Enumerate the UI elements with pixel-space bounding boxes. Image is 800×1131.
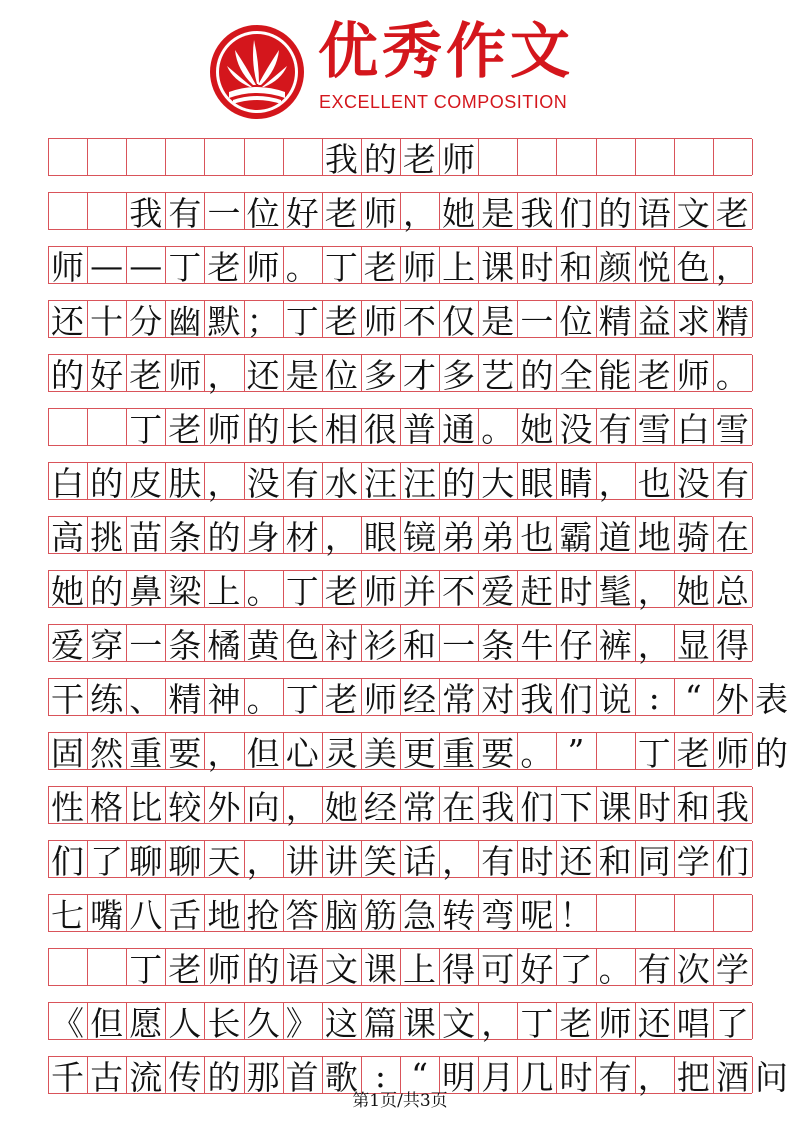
essay-line [48,782,752,836]
essay-line-text: 固 然 重 要 ， 但 心 灵 美 更 重 要 。 ” 丁 老 师 的 [51,731,789,773]
essay-line-text: 我 的 老 师 [324,139,476,179]
essay-line [48,188,752,242]
composition-grid-sheet [48,134,789,1106]
essay-line-text: 千 古 流 传 的 那 首 歌 : “ 明 月 几 时 有 ， 把 酒 问 [51,1055,789,1097]
essay-line-text: 七 嘴 八 舌 地 抢 答 脑 筋 急 转 弯 呢 ！ [51,895,593,935]
essay-line-text: 的 好 老 师 ， 还 是 位 多 才 多 艺 的 全 能 老 师 。 [51,355,749,395]
essay-line [48,458,752,512]
essay-line-text: 干 练 、 精 神 。 丁 老 师 经 常 对 我 们 说 : “ 外 表 [51,677,789,719]
essay-line-text: 师 — — 丁 老 师 。 丁 老 师 上 课 时 和 颜 悦 色 ， [51,245,749,287]
essay-line-text: 丁 老 师 的 长 相 很 普 通 。 她 没 有 雪 白 雪 [129,409,749,449]
essay-line-text: 我 有 一 位 好 老 师 ， 她 是 我 们 的 语 文 老 [129,193,749,233]
essay-line-text: 《 但 愿 人 长 久 》 这 篇 课 文 ， 丁 老 师 还 唱 了 [51,1003,749,1043]
essay-line [48,836,752,890]
header [0,0,800,128]
essay-line-text: 高 挑 苗 条 的 身 材 ， 眼 镜 弟 弟 也 霸 道 地 骑 在 [51,517,749,557]
essay-line [48,404,752,458]
essay-line [48,512,752,566]
essay-line [48,350,752,404]
composition-logo-icon [207,22,307,122]
essay-line-text: 还 十 分 幽 默 ； 丁 老 师 不 仅 是 一 位 精 益 求 精 [51,301,749,341]
essay-line-text: 们 了 聊 聊 天 ， 讲 讲 笑 话 ， 有 时 还 和 同 学 们 [51,841,749,881]
essay-line [48,944,752,998]
header-title: 优秀作文 [318,17,574,87]
essay-line [48,242,752,296]
essay-line-text: 她 的 鼻 梁 上 。 丁 老 师 并 不 爱 赶 时 髦 ， 她 总 [51,571,749,611]
essay-line [48,728,789,782]
page-indicator: 第1页/共3页 [352,1091,448,1111]
essay-line-text: 丁 老 师 的 语 文 课 上 得 可 好 了 。 有 次 学 [129,949,749,989]
essay-line [48,620,752,674]
essay-line [48,998,752,1052]
essay-line [48,674,789,728]
essay-line-text: 爱 穿 一 条 橘 黄 色 衬 衫 和 一 条 牛 仔 裤 ， 显 得 [51,625,749,665]
essay-line [48,890,752,944]
header-subtitle: EXCELLENT COMPOSITION [319,92,568,112]
essay-line-text: 性 格 比 较 外 向 ， 她 经 常 在 我 们 下 课 时 和 我 [51,787,749,827]
essay-line [48,566,752,620]
essay-line [48,296,752,350]
essay-line [48,134,752,188]
essay-line-text: 白 的 皮 肤 ， 没 有 水 汪 汪 的 大 眼 睛 ， 也 没 有 [51,463,749,503]
